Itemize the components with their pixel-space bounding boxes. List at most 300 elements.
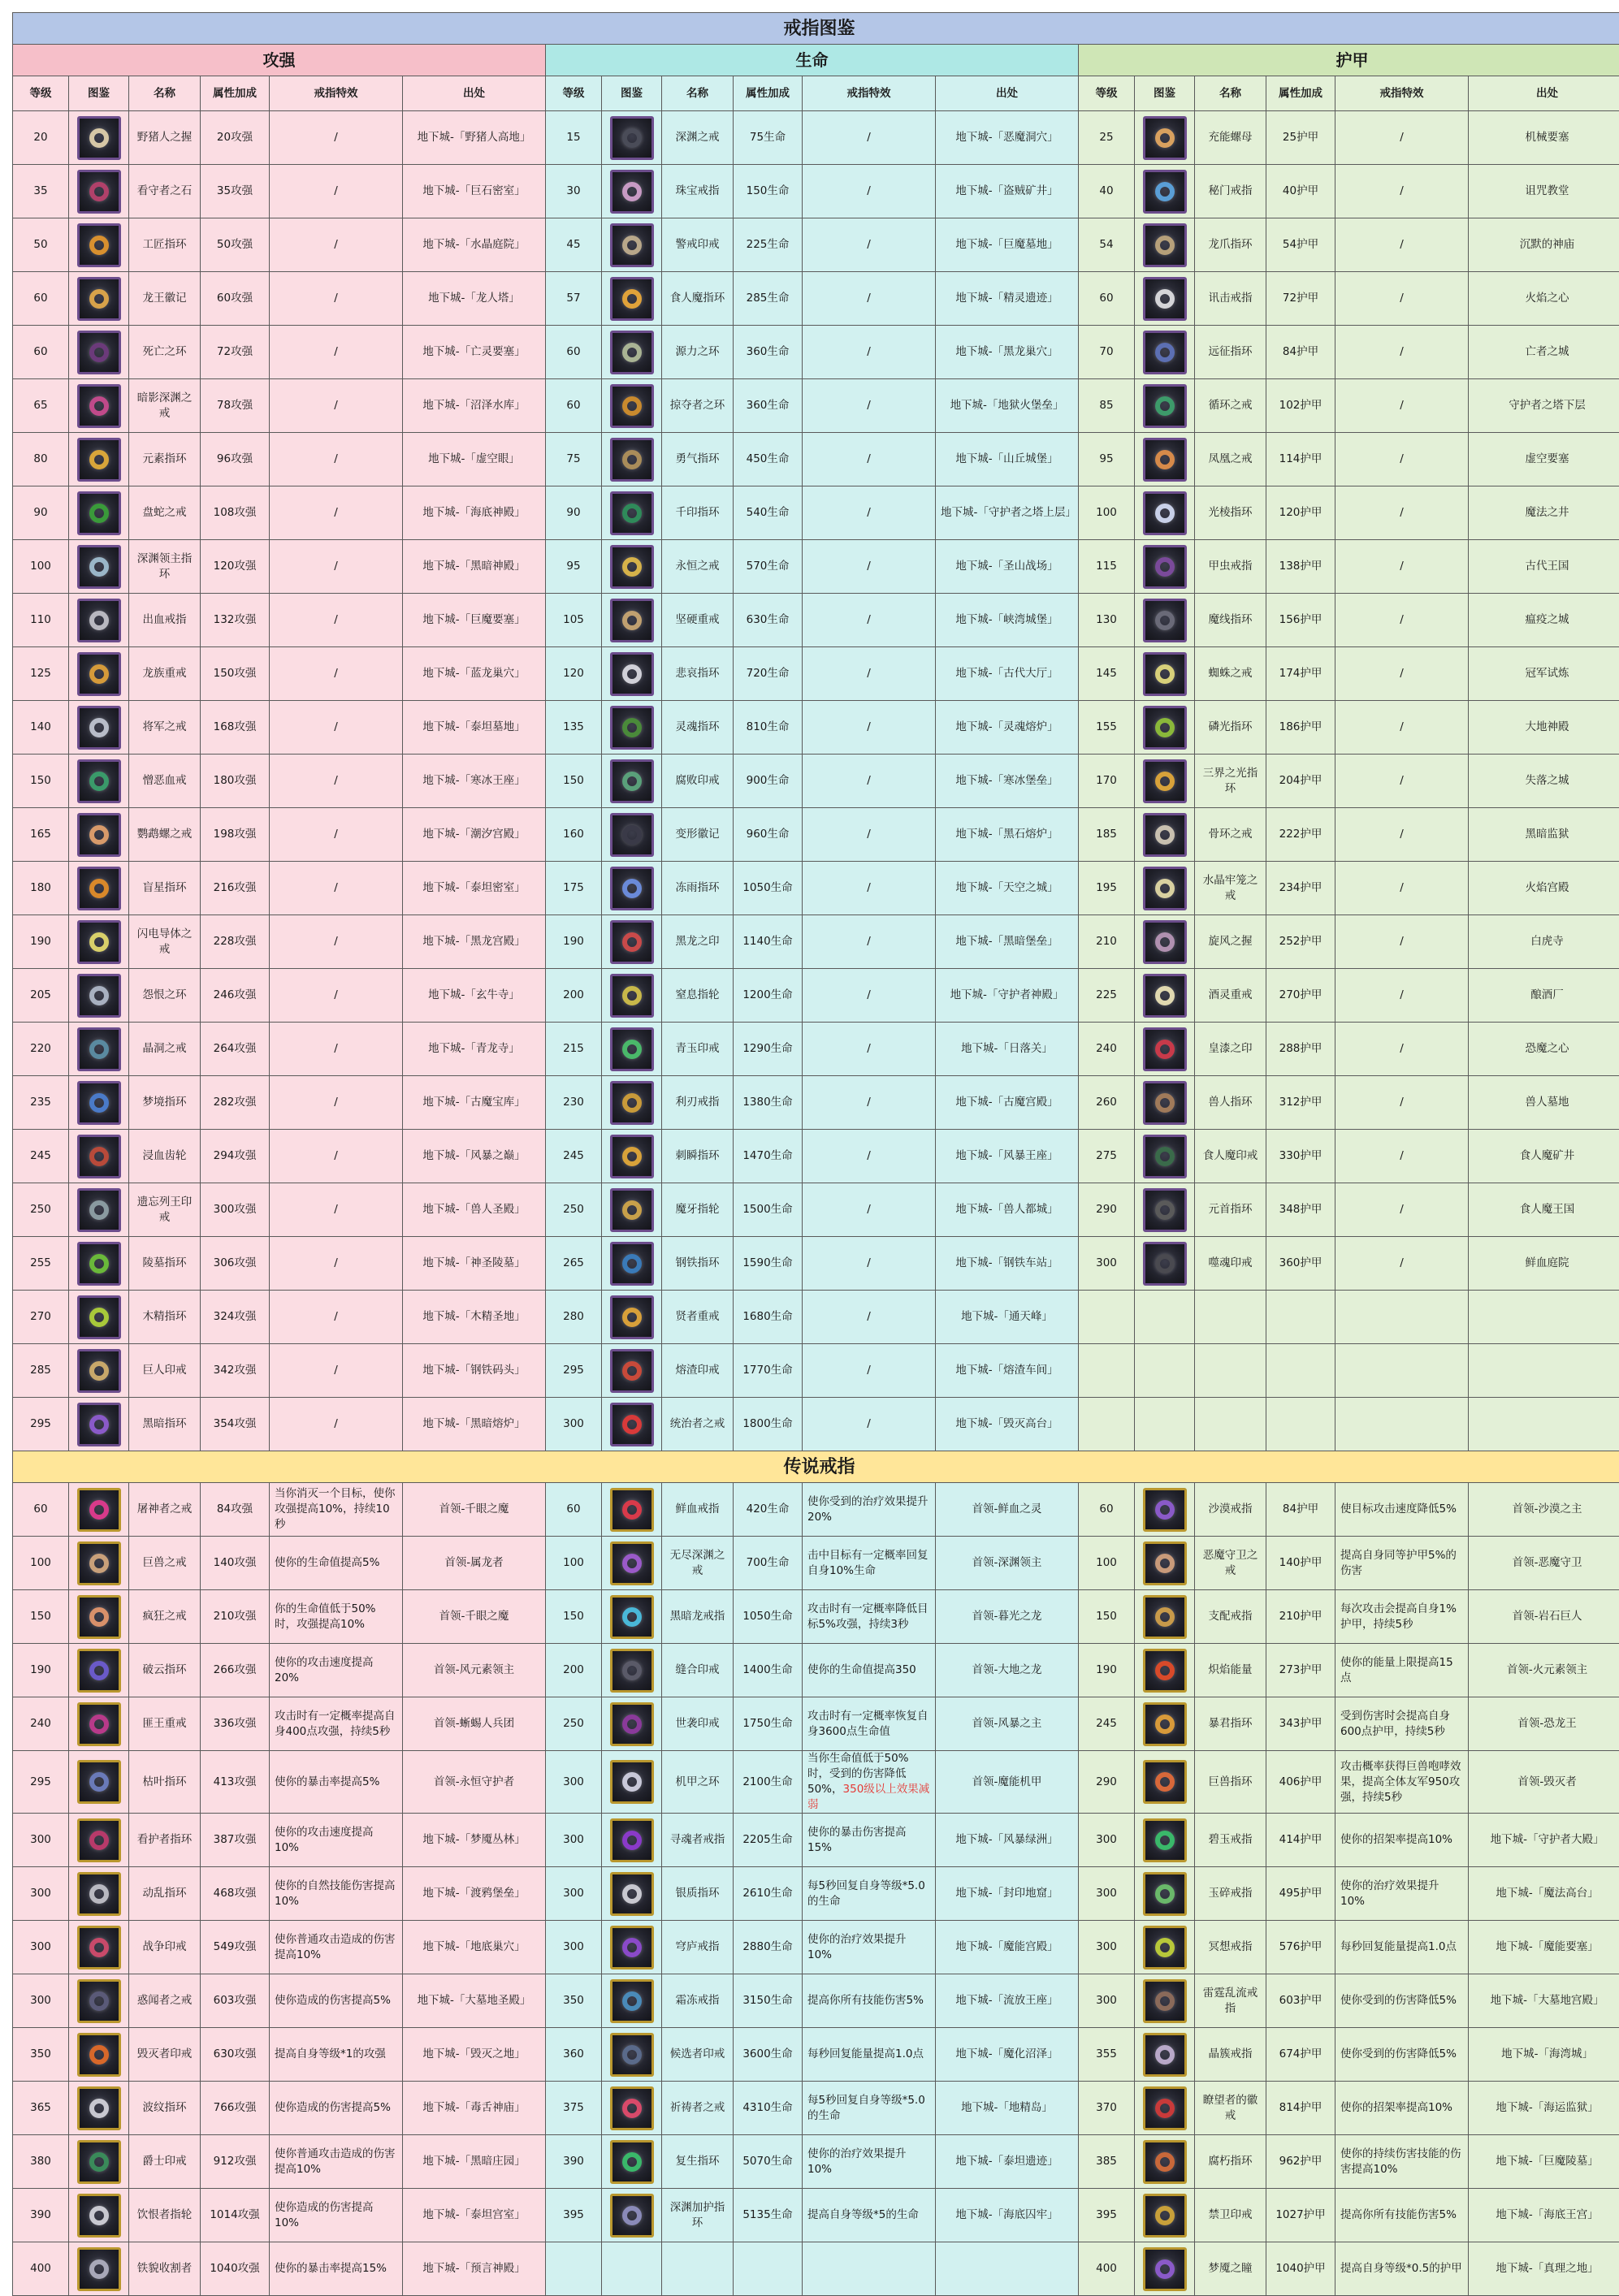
- armor-source-cell: 首领-火元素领主: [1469, 1644, 1619, 1697]
- ring-row: [13, 486, 1619, 540]
- armor-name-cell: 雷霆乱流戒指: [1195, 1974, 1266, 2028]
- ring-effect-text: 使你受到的治疗效果提升20%: [807, 1495, 929, 1524]
- ring-effect-text: /: [334, 935, 338, 948]
- attack-stat-cell: 78攻强: [201, 379, 270, 433]
- ring-effect-text: /: [867, 292, 871, 305]
- armor-source-cell: 首领-沙漠之主: [1469, 1483, 1619, 1537]
- ring-icon: [622, 1308, 642, 1327]
- armor-name-cell: 噬魂印戒: [1195, 1237, 1266, 1291]
- armor-level-cell: 155: [1079, 701, 1135, 755]
- armor-name-cell: 远征指环: [1195, 326, 1266, 379]
- armor-stat-cell: 54护甲: [1266, 218, 1335, 272]
- armor-icon-cell: [1135, 1697, 1195, 1751]
- armor-stat-cell: 603护甲: [1266, 1974, 1335, 2028]
- ring-effect-text: /: [334, 399, 338, 412]
- health-stat-cell: 150生命: [734, 165, 803, 218]
- ring-effect-text: /: [1400, 1042, 1404, 1055]
- ring-icon-frame: [1143, 867, 1187, 910]
- armor-name-cell: 元首指环: [1195, 1183, 1266, 1237]
- ring-effect-text: /: [1400, 131, 1404, 144]
- health-icon-cell: [602, 915, 662, 969]
- armor-icon-cell: [1135, 1398, 1195, 1451]
- attack-level-cell: 60: [13, 326, 69, 379]
- health-stat-cell: 810生命: [734, 701, 803, 755]
- attack-source-cell: 地下城-「毒舌神庙」: [403, 2082, 546, 2135]
- ring-icon-frame: [610, 1818, 654, 1862]
- health-level-cell: 390: [546, 2135, 602, 2189]
- armor-name-cell: 魔线指环: [1195, 594, 1266, 647]
- ring-icon: [622, 2045, 642, 2065]
- attack-effect-cell: [270, 969, 403, 1023]
- armor-icon-cell: [1135, 1644, 1195, 1697]
- health-source-cell: 地下城-「兽人都城」: [936, 1183, 1079, 1237]
- attack-name-cell: 疯狂之戒: [129, 1590, 201, 1644]
- attack-level-cell: 125: [13, 647, 69, 701]
- ring-effect-text: /: [1400, 452, 1404, 465]
- health-icon-cell: [602, 808, 662, 862]
- attack-level-cell: 80: [13, 433, 69, 486]
- armor-level-cell: 54: [1079, 218, 1135, 272]
- ring-icon: [1155, 2259, 1175, 2279]
- ring-row: [13, 1344, 1619, 1398]
- ring-icon: [89, 1831, 109, 1850]
- attack-icon-cell: [69, 433, 129, 486]
- ring-effect-text: 提高自身等级*5的生命: [807, 2208, 919, 2221]
- attack-effect-cell: [270, 111, 403, 165]
- ring-icon: [89, 1093, 109, 1113]
- ring-effect-text: /: [334, 1149, 338, 1162]
- ring-effect-text: /: [334, 131, 338, 144]
- ring-icon: [89, 2152, 109, 2172]
- ring-icon: [89, 611, 109, 630]
- health-icon-cell: [602, 1023, 662, 1076]
- ring-icon: [89, 450, 109, 469]
- health-stat-cell: 1400生命: [734, 1644, 803, 1697]
- col-header-stat: 属性加成: [1266, 76, 1335, 111]
- ring-icon-frame: [610, 491, 654, 535]
- health-effect-cell: [803, 1398, 936, 1451]
- armor-source-cell: [1469, 1291, 1619, 1344]
- ring-icon: [89, 1200, 109, 1220]
- column-header-row: [13, 76, 1619, 111]
- health-source-cell: 地下城-「钢铁车站」: [936, 1237, 1079, 1291]
- attack-level-cell: 300: [13, 1814, 69, 1867]
- ring-effect-text: /: [1400, 184, 1404, 197]
- health-icon-cell: [602, 1921, 662, 1974]
- ring-icon: [89, 182, 109, 201]
- col-header-level: 等级: [1079, 76, 1135, 111]
- armor-effect-cell: [1335, 1023, 1469, 1076]
- armor-source-cell: 地下城-「魔能要塞」: [1469, 1921, 1619, 1974]
- ring-effect-text: /: [334, 560, 338, 573]
- ring-icon-frame: [610, 1926, 654, 1970]
- health-source-cell: 地下城-「圣山战场」: [936, 540, 1079, 594]
- health-level-cell: 90: [546, 486, 602, 540]
- ring-icon: [622, 1361, 642, 1381]
- armor-effect-cell: [1335, 379, 1469, 433]
- ring-icon: [1155, 2045, 1175, 2065]
- armor-icon-cell: [1135, 165, 1195, 218]
- col-header-name: 名称: [129, 76, 201, 111]
- ring-icon: [89, 2099, 109, 2118]
- health-source-cell: 地下城-「毁灭高台」: [936, 1398, 1079, 1451]
- attack-icon-cell: [69, 1237, 129, 1291]
- ring-effect-text: /: [334, 720, 338, 733]
- ring-effect-text: /: [867, 1417, 871, 1430]
- attack-level-cell: 100: [13, 540, 69, 594]
- ring-icon: [89, 1361, 109, 1381]
- health-icon-cell: [602, 1076, 662, 1130]
- attack-icon-cell: [69, 1974, 129, 2028]
- col-header-name: 名称: [1195, 76, 1266, 111]
- ring-effect-text: /: [334, 1203, 338, 1216]
- ring-icon-frame: [1143, 438, 1187, 482]
- ring-effect-text: /: [867, 613, 871, 626]
- ring-icon: [1155, 1093, 1175, 1113]
- health-effect-cell: [803, 915, 936, 969]
- attack-icon-cell: [69, 2189, 129, 2242]
- legendary-ring-row: [13, 1974, 1619, 2028]
- attack-level-cell: 35: [13, 165, 69, 218]
- health-level-cell: 105: [546, 594, 602, 647]
- armor-effect-cell: [1335, 1237, 1469, 1291]
- ring-effect-text: 使你的生命值提高5%: [275, 1556, 379, 1569]
- ring-icon-frame: [77, 599, 121, 642]
- armor-effect-cell: [1335, 2135, 1469, 2189]
- armor-effect-cell: [1335, 1867, 1469, 1921]
- attack-effect-cell: [270, 1537, 403, 1590]
- attack-name-cell: 将军之戒: [129, 701, 201, 755]
- attack-name-cell: 出血戒指: [129, 594, 201, 647]
- health-icon-cell: [602, 111, 662, 165]
- ring-icon: [1155, 1500, 1175, 1520]
- attack-effect-cell: [270, 1644, 403, 1697]
- ring-effect-text: 使你的招架率提高10%: [1340, 1833, 1452, 1846]
- attack-icon-cell: [69, 326, 129, 379]
- attack-stat-cell: 1040攻强: [201, 2242, 270, 2296]
- ring-icon: [1155, 557, 1175, 577]
- armor-stat-cell: 273护甲: [1266, 1644, 1335, 1697]
- armor-level-cell: 370: [1079, 2082, 1135, 2135]
- attack-name-cell: 毁灭者印戒: [129, 2028, 201, 2082]
- attack-icon-cell: [69, 2082, 129, 2135]
- ring-effect-text: /: [867, 667, 871, 680]
- health-effect-cell: [803, 486, 936, 540]
- attack-stat-cell: 60攻强: [201, 272, 270, 326]
- armor-icon-cell: [1135, 755, 1195, 808]
- attack-effect-cell: [270, 1023, 403, 1076]
- ring-effect-text: /: [867, 1310, 871, 1323]
- armor-stat-cell: [1266, 1398, 1335, 1451]
- attack-stat-cell: 20攻强: [201, 111, 270, 165]
- armor-name-cell: 沙漠戒指: [1195, 1483, 1266, 1537]
- attack-icon-cell: [69, 1130, 129, 1183]
- armor-stat-cell: 204护甲: [1266, 755, 1335, 808]
- ring-icon: [1155, 1772, 1175, 1792]
- col-header-effect: 戒指特效: [270, 76, 403, 111]
- health-level-cell: 45: [546, 218, 602, 272]
- armor-name-cell: 甲虫戒指: [1195, 540, 1266, 594]
- health-source-cell: 地下城-「守护者之塔上层」: [936, 486, 1079, 540]
- ring-icon-frame: [1143, 1760, 1187, 1804]
- armor-level-cell: 100: [1079, 486, 1135, 540]
- armor-name-cell: 禁卫印戒: [1195, 2189, 1266, 2242]
- armor-stat-cell: 348护甲: [1266, 1183, 1335, 1237]
- health-name-cell: 利刃戒指: [662, 1076, 734, 1130]
- health-icon-cell: [602, 1697, 662, 1751]
- ring-effect-text: 攻击概率获得巨兽咆哮效果，提高全体友军950攻强，持续5秒: [1340, 1760, 1461, 1804]
- armor-stat-cell: 343护甲: [1266, 1697, 1335, 1751]
- health-stat-cell: 1770生命: [734, 1344, 803, 1398]
- attack-effect-cell: [270, 862, 403, 915]
- ring-icon: [89, 1938, 109, 1957]
- attack-source-cell: 地下城-「地底巢穴」: [403, 1921, 546, 1974]
- armor-source-cell: 虚空要塞: [1469, 433, 1619, 486]
- armor-name-cell: 恶魔守卫之戒: [1195, 1537, 1266, 1590]
- health-icon-cell: [602, 2135, 662, 2189]
- ring-row: [13, 969, 1619, 1023]
- health-source-cell: 地下城-「恶魔洞穴」: [936, 111, 1079, 165]
- ring-icon: [1155, 1147, 1175, 1166]
- attack-name-cell: 野猪人之握: [129, 111, 201, 165]
- ring-icon: [89, 128, 109, 148]
- armor-effect-cell: [1335, 1130, 1469, 1183]
- ring-effect-text: 使你的暴击率提高15%: [275, 2262, 387, 2275]
- armor-source-cell: 诅咒教堂: [1469, 165, 1619, 218]
- attack-stat-cell: 198攻强: [201, 808, 270, 862]
- ring-icon-frame: [610, 867, 654, 910]
- ring-icon-frame: [77, 1702, 121, 1746]
- ring-icon-frame: [77, 2247, 121, 2291]
- legendary-ring-row: [13, 1644, 1619, 1697]
- ring-row: [13, 1076, 1619, 1130]
- armor-icon-cell: [1135, 2028, 1195, 2082]
- attack-effect-cell: [270, 326, 403, 379]
- ring-icon: [89, 772, 109, 791]
- ring-row: [13, 915, 1619, 969]
- armor-effect-cell: [1335, 1921, 1469, 1974]
- armor-source-cell: 火焰宫殿: [1469, 862, 1619, 915]
- ring-row: [13, 755, 1619, 808]
- armor-level-cell: 40: [1079, 165, 1135, 218]
- attack-effect-cell: [270, 701, 403, 755]
- attack-name-cell: 巨人印戒: [129, 1344, 201, 1398]
- armor-stat-cell: 360护甲: [1266, 1237, 1335, 1291]
- ring-icon-frame: [1143, 1595, 1187, 1639]
- armor-icon-cell: [1135, 862, 1195, 915]
- armor-effect-cell: [1335, 2189, 1469, 2242]
- health-name-cell: 深渊之戒: [662, 111, 734, 165]
- ring-icon-frame: [610, 813, 654, 857]
- attack-icon-cell: [69, 1751, 129, 1814]
- health-effect-cell: [803, 2189, 936, 2242]
- armor-name-cell: 秘门戒指: [1195, 165, 1266, 218]
- armor-icon-cell: [1135, 969, 1195, 1023]
- armor-effect-cell: [1335, 2242, 1469, 2296]
- armor-effect-cell: [1335, 808, 1469, 862]
- attack-icon-cell: [69, 1291, 129, 1344]
- health-level-cell: 300: [546, 1867, 602, 1921]
- health-name-cell: 复生指环: [662, 2135, 734, 2189]
- armor-icon-cell: [1135, 1483, 1195, 1537]
- ring-effect-text: /: [867, 1149, 871, 1162]
- ring-icon: [1155, 236, 1175, 255]
- health-source-cell: 首领-魔能机甲: [936, 1751, 1079, 1814]
- ring-icon: [622, 396, 642, 416]
- ring-icon: [622, 450, 642, 469]
- attack-stat-cell: 387攻强: [201, 1814, 270, 1867]
- attack-icon-cell: [69, 969, 129, 1023]
- ring-icon-frame: [77, 759, 121, 803]
- health-name-cell: 寻魂者戒指: [662, 1814, 734, 1867]
- attack-source-cell: 地下城-「龙人塔」: [403, 272, 546, 326]
- ring-effect-text: /: [867, 184, 871, 197]
- health-source-cell: 地下城-「海底囚牢」: [936, 2189, 1079, 2242]
- health-effect-cell: [803, 1237, 936, 1291]
- ring-effect-text: /: [334, 1417, 338, 1430]
- health-stat-cell: 700生命: [734, 1537, 803, 1590]
- ring-effect-text: 提高自身同等护甲5%的伤害: [1340, 1549, 1457, 1577]
- armor-stat-cell: 234护甲: [1266, 862, 1335, 915]
- health-level-cell: 230: [546, 1076, 602, 1130]
- health-source-cell: 地下城-「熔渣车间」: [936, 1344, 1079, 1398]
- ring-icon: [622, 1991, 642, 2011]
- health-source-cell: 地下城-「峡湾城堡」: [936, 594, 1079, 647]
- health-name-cell: 候选者印戒: [662, 2028, 734, 2082]
- attack-source-cell: 首领-属龙者: [403, 1537, 546, 1590]
- health-effect-cell: [803, 1590, 936, 1644]
- ring-row: [13, 701, 1619, 755]
- attack-level-cell: 110: [13, 594, 69, 647]
- ring-effect-text: 使你普通攻击造成的伤害提高10%: [275, 2147, 396, 2176]
- health-source-cell: 地下城-「魔化沼泽」: [936, 2028, 1079, 2082]
- ring-icon-frame: [610, 1872, 654, 1916]
- attack-level-cell: 150: [13, 1590, 69, 1644]
- attack-stat-cell: 294攻强: [201, 1130, 270, 1183]
- ring-icon-frame: [1143, 277, 1187, 321]
- armor-name-cell: 巨兽指环: [1195, 1751, 1266, 1814]
- armor-stat-cell: 270护甲: [1266, 969, 1335, 1023]
- ring-icon-frame: [610, 438, 654, 482]
- health-icon-cell: [602, 594, 662, 647]
- ring-icon: [622, 1831, 642, 1850]
- attack-name-cell: 憎恶血戒: [129, 755, 201, 808]
- armor-level-cell: 195: [1079, 862, 1135, 915]
- ring-icon-frame: [610, 1760, 654, 1804]
- ring-icon: [622, 1415, 642, 1434]
- health-source-cell: 地下城-「风暴绿洲」: [936, 1814, 1079, 1867]
- armor-level-cell: 290: [1079, 1751, 1135, 1814]
- ring-effect-text: /: [867, 399, 871, 412]
- attack-icon-cell: [69, 915, 129, 969]
- ring-icon: [89, 1040, 109, 1059]
- armor-level-cell: 385: [1079, 2135, 1135, 2189]
- ring-icon: [622, 2206, 642, 2225]
- health-level-cell: 15: [546, 111, 602, 165]
- health-icon-cell: [602, 1537, 662, 1590]
- health-stat-cell: 2205生命: [734, 1814, 803, 1867]
- attack-level-cell: 235: [13, 1076, 69, 1130]
- armor-level-cell: 60: [1079, 272, 1135, 326]
- health-effect-cell: [803, 594, 936, 647]
- armor-name-cell: 玉碎戒指: [1195, 1867, 1266, 1921]
- health-source-cell: 地下城-「流放王座」: [936, 1974, 1079, 2028]
- health-effect-cell: [803, 111, 936, 165]
- health-stat-cell: 960生命: [734, 808, 803, 862]
- ring-icon: [1155, 718, 1175, 737]
- attack-source-cell: 地下城-「潮汐宫殿」: [403, 808, 546, 862]
- ring-icon: [1155, 611, 1175, 630]
- attack-source-cell: 地下城-「泰坦密室」: [403, 862, 546, 915]
- ring-effect-text: 使目标攻击速度降低5%: [1340, 1503, 1457, 1516]
- armor-name-cell: 兽人指环: [1195, 1076, 1266, 1130]
- ring-icon: [1155, 1991, 1175, 2011]
- attack-icon-cell: [69, 755, 129, 808]
- attack-source-cell: 地下城-「虚空眼」: [403, 433, 546, 486]
- armor-stat-cell: 962护甲: [1266, 2135, 1335, 2189]
- ring-row: [13, 218, 1619, 272]
- ring-icon: [622, 1607, 642, 1627]
- ring-icon-frame: [610, 1081, 654, 1125]
- armor-source-cell: 瘟疫之城: [1469, 594, 1619, 647]
- armor-source-cell: 亡者之城: [1469, 326, 1619, 379]
- attack-stat-cell: 354攻强: [201, 1398, 270, 1451]
- ring-row: [13, 647, 1619, 701]
- col-header-icon: 图鉴: [602, 76, 662, 111]
- ring-icon-frame: [77, 2140, 121, 2184]
- ring-effect-text: /: [1400, 774, 1404, 787]
- attack-icon-cell: [69, 1023, 129, 1076]
- health-source-cell: 地下城-「天空之城」: [936, 862, 1079, 915]
- ring-effect-text: 使你的暴击率提高5%: [275, 1775, 379, 1788]
- health-level-cell: 100: [546, 1537, 602, 1590]
- col-header-icon: 图鉴: [1135, 76, 1195, 111]
- health-icon-cell: [602, 379, 662, 433]
- ring-icon: [1155, 343, 1175, 362]
- attack-name-cell: 铁貌收割者: [129, 2242, 201, 2296]
- armor-icon-cell: [1135, 272, 1195, 326]
- attack-icon-cell: [69, 594, 129, 647]
- armor-icon-cell: [1135, 1537, 1195, 1590]
- ring-icon: [622, 128, 642, 148]
- ring-effect-text: 攻击时有一定概率恢复自身3600点生命值: [807, 1710, 929, 1738]
- armor-level-cell: [1079, 1398, 1135, 1451]
- armor-effect-cell: [1335, 486, 1469, 540]
- legendary-ring-row: [13, 1814, 1619, 1867]
- group-armor-header: 护甲: [1079, 45, 1619, 76]
- armor-source-cell: 失落之城: [1469, 755, 1619, 808]
- armor-icon-cell: [1135, 647, 1195, 701]
- ring-icon-frame: [610, 116, 654, 160]
- ring-icon: [89, 1661, 109, 1680]
- attack-stat-cell: 35攻强: [201, 165, 270, 218]
- ring-icon-frame: [1143, 491, 1187, 535]
- health-icon-cell: [602, 1814, 662, 1867]
- ring-icon: [1155, 2206, 1175, 2225]
- ring-icon-frame: [77, 1349, 121, 1393]
- ring-icon: [1155, 1040, 1175, 1059]
- ring-icon-frame: [610, 1295, 654, 1339]
- attack-stat-cell: 603攻强: [201, 1974, 270, 2028]
- health-source-cell: 地下城-「巨魔墓地」: [936, 218, 1079, 272]
- armor-name-cell: 循环之戒: [1195, 379, 1266, 433]
- attack-source-cell: 首领-千眼之魔: [403, 1590, 546, 1644]
- armor-name-cell: 骨环之戒: [1195, 808, 1266, 862]
- armor-icon-cell: [1135, 486, 1195, 540]
- armor-icon-cell: [1135, 701, 1195, 755]
- armor-stat-cell: 114护甲: [1266, 433, 1335, 486]
- col-header-stat: 属性加成: [201, 76, 270, 111]
